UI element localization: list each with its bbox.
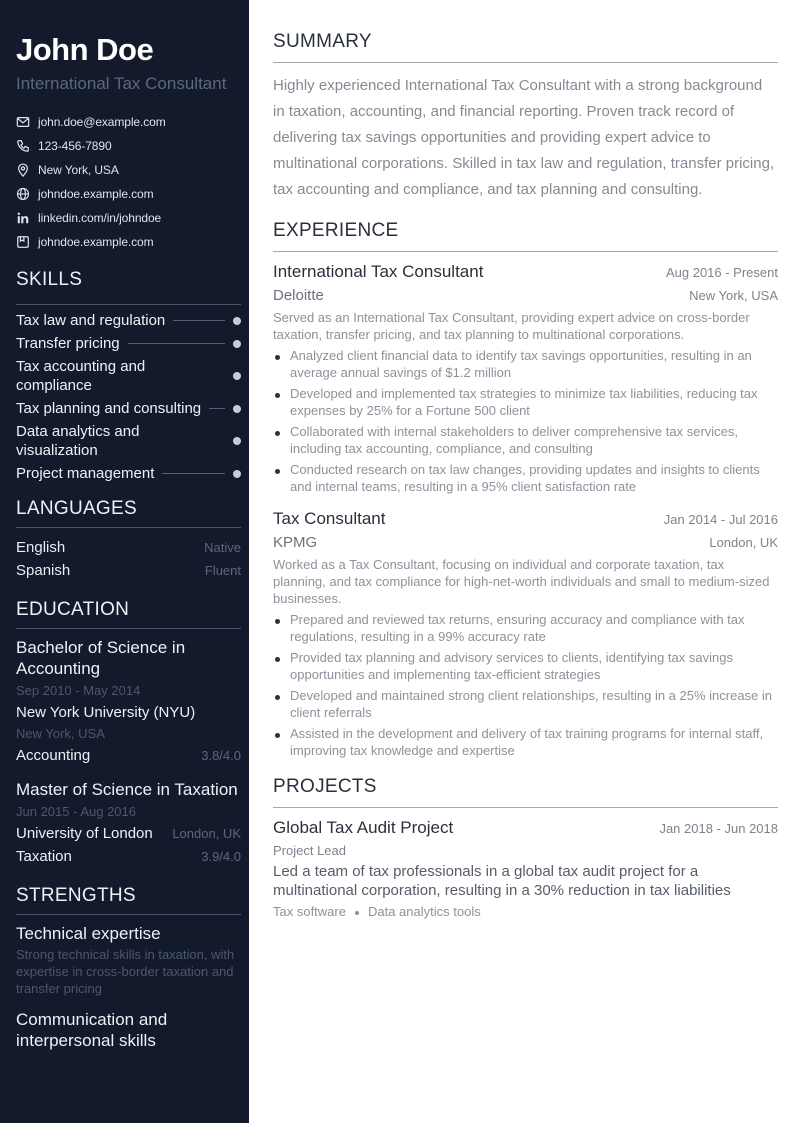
language-level: Native xyxy=(204,540,241,555)
language-name: Spanish xyxy=(16,562,71,579)
linkedin-icon xyxy=(16,211,30,225)
location-icon xyxy=(16,163,30,177)
job-company-row xyxy=(273,531,778,555)
job-title: Tax Consultant xyxy=(273,509,386,528)
job-location: London, UK xyxy=(709,535,778,550)
job-description: Worked as a Tax Consultant, focusing on individual and corporate taxation, tax planning, and tax compliance for high-net-worth individuals and small to medium-sized businesses. xyxy=(273,557,770,606)
project-title: Global Tax Audit Project xyxy=(273,818,454,837)
globe-icon xyxy=(16,187,30,201)
skill-item xyxy=(16,357,241,395)
job-description: Served as an International Tax Consultant, providing expert advice on cross-border taxation, transfer pricing, and tax planning to multinational corporations. xyxy=(273,310,750,342)
education-field-row xyxy=(16,744,241,767)
job-header xyxy=(273,507,778,531)
job-bullet: Analyzed client financial data to identify tax savings opportunities, resulting in an average annual savings of $1.2 million xyxy=(273,347,778,381)
skill-label: Tax law and regulation xyxy=(16,312,166,329)
skill-leader-line xyxy=(209,408,225,409)
language-item xyxy=(16,536,241,559)
skill-dot xyxy=(233,340,241,348)
education-list xyxy=(16,637,241,868)
project-role: Project Lead xyxy=(273,843,346,858)
job-bullet: Prepared and reviewed tax returns, ensuring accuracy and compliance with tax regulations, resulting in a 99% accuracy rate xyxy=(273,611,778,645)
contact-linkedin[interactable] xyxy=(16,206,241,230)
education-school-row xyxy=(16,822,241,845)
tool-separator-dot xyxy=(355,911,359,915)
education-school: New York University (NYU) xyxy=(16,704,196,721)
summary-text: Highly experienced International Tax Consultant with a strong background in taxation, accounting, and financial reporting. Proven track record of delivering tax savings opportunities and providing expert advice to multinational corporations. Skilled in tax law and regulation, transfer pricing, tax accounting and compliance, and tax planning and consulting. xyxy=(273,77,775,198)
skill-label: Project management xyxy=(16,465,155,482)
languages-heading: LANGUAGES xyxy=(16,497,241,528)
project-item xyxy=(273,816,778,923)
strength-title: Technical expertise xyxy=(16,924,161,943)
contact-portfolio[interactable] xyxy=(16,230,241,254)
skill-item xyxy=(16,311,241,330)
language-level: Fluent xyxy=(204,563,241,578)
education-dates: Jun 2015 - Aug 2016 xyxy=(16,804,136,819)
skill-dot xyxy=(233,405,241,413)
education-dates: Sep 2010 - May 2014 xyxy=(16,683,141,698)
job-header xyxy=(273,260,778,284)
job-bullets xyxy=(273,611,778,759)
skill-leader-line xyxy=(173,320,225,321)
contact-location xyxy=(16,158,241,182)
skill-leader-line xyxy=(174,441,225,442)
contact-email[interactable] xyxy=(16,110,241,134)
email-icon xyxy=(16,115,30,129)
strength-title: Communication and interpersonal skills xyxy=(16,1010,168,1050)
job-dates: Aug 2016 - Present xyxy=(665,265,778,280)
education-location: New York, USA xyxy=(16,726,105,741)
projects-heading: PROJECTS xyxy=(273,775,778,808)
contact-location-text: New York, USA xyxy=(38,163,119,177)
education-field-row xyxy=(16,845,241,868)
education-gpa: 3.8/4.0 xyxy=(201,748,241,763)
languages-list xyxy=(16,536,241,582)
job-item xyxy=(273,507,778,759)
contact-phone[interactable] xyxy=(16,134,241,158)
contact-phone-text: 123-456-7890 xyxy=(38,139,112,153)
candidate-name: John Doe xyxy=(16,32,154,67)
experience-heading: EXPERIENCE xyxy=(273,219,778,252)
sidebar xyxy=(0,0,249,1123)
project-tool: Tax software xyxy=(273,904,346,919)
skill-dot xyxy=(233,470,241,478)
education-location: London, UK xyxy=(172,826,241,841)
skill-item xyxy=(16,464,241,483)
skill-dot xyxy=(233,317,241,325)
strengths-heading: STRENGTHS xyxy=(16,884,241,915)
job-bullet: Provided tax planning and advisory services to clients, identifying tax savings opportunities and implementing tax-efficient strategies xyxy=(273,649,778,683)
job-location: New York, USA xyxy=(689,288,778,303)
job-bullet: Assisted in the development and delivery of tax training programs for internal staff, improving tax knowledge and expertise xyxy=(273,725,778,759)
language-item xyxy=(16,559,241,582)
strength-item xyxy=(16,1009,241,1051)
skill-leader-line xyxy=(128,343,225,344)
skill-leader-line xyxy=(174,376,225,377)
education-item xyxy=(16,637,241,767)
main-content xyxy=(273,30,778,923)
education-degree: Master of Science in Taxation xyxy=(16,780,238,799)
candidate-title: International Tax Consultant xyxy=(16,74,227,93)
phone-icon xyxy=(16,139,30,153)
contact-list xyxy=(16,110,241,254)
job-title: International Tax Consultant xyxy=(273,262,484,281)
language-name: English xyxy=(16,539,66,556)
education-field: Taxation xyxy=(16,848,72,865)
job-company: KPMG xyxy=(273,534,318,551)
contact-portfolio-text: johndoe.example.com xyxy=(38,235,154,249)
skill-item xyxy=(16,399,241,418)
skills-list xyxy=(16,304,241,483)
strength-item xyxy=(16,923,241,997)
job-company-row xyxy=(273,284,778,308)
portfolio-icon xyxy=(16,235,30,249)
skill-dot xyxy=(233,437,241,445)
education-school: University of London xyxy=(16,825,153,842)
job-company: Deloitte xyxy=(273,287,324,304)
contact-website[interactable] xyxy=(16,182,241,206)
skill-item xyxy=(16,334,241,353)
project-dates: Jan 2018 - Jun 2018 xyxy=(659,821,778,836)
skill-label: Tax planning and consulting xyxy=(16,400,202,417)
strengths-list xyxy=(16,923,241,1051)
project-header xyxy=(273,816,778,840)
job-bullet: Conducted research on tax law changes, providing updates and insights to clients and internal teams, resulting in a 95% client satisfaction rate xyxy=(273,461,778,495)
education-item xyxy=(16,779,241,868)
summary-heading: SUMMARY xyxy=(273,30,778,63)
education-degree: Bachelor of Science in Accounting xyxy=(16,638,186,678)
project-description: Led a team of tax professionals in a global tax audit project for a multinational corporation, resulting in a 30% reduction in tax liabilities xyxy=(273,863,731,899)
job-bullet: Developed and maintained strong client relationships, resulting in a 25% increase in client referrals xyxy=(273,687,778,721)
job-dates: Jan 2014 - Jul 2016 xyxy=(663,512,778,527)
education-field: Accounting xyxy=(16,747,91,764)
contact-email-text: john.doe@example.com xyxy=(38,115,166,129)
skill-label: Data analytics and visualization xyxy=(16,423,140,459)
skill-leader-line xyxy=(162,473,225,474)
skill-label: Transfer pricing xyxy=(16,335,120,352)
skills-heading: SKILLS xyxy=(16,269,83,290)
project-tools xyxy=(273,901,778,923)
job-bullet: Collaborated with internal stakeholders to deliver comprehensive tax services, including tax accounting, compliance, and consulting xyxy=(273,423,778,457)
skill-dot xyxy=(233,372,241,380)
skill-item xyxy=(16,422,241,460)
contact-website-text: johndoe.example.com xyxy=(38,187,154,201)
skill-label: Tax accounting and compliance xyxy=(16,358,146,394)
job-item xyxy=(273,260,778,495)
contact-linkedin-text: linkedin.com/in/johndoe xyxy=(38,211,162,225)
project-tool: Data analytics tools xyxy=(367,904,481,919)
education-gpa: 3.9/4.0 xyxy=(201,849,241,864)
education-heading: EDUCATION xyxy=(16,598,241,629)
job-bullet: Developed and implemented tax strategies to minimize tax liabilities, reducing tax expenses by 25% for a Fortune 500 client xyxy=(273,385,778,419)
job-bullets xyxy=(273,347,778,495)
strength-desc: Strong technical skills in taxation, with expertise in cross-border taxation and transfer pricing xyxy=(16,947,235,996)
